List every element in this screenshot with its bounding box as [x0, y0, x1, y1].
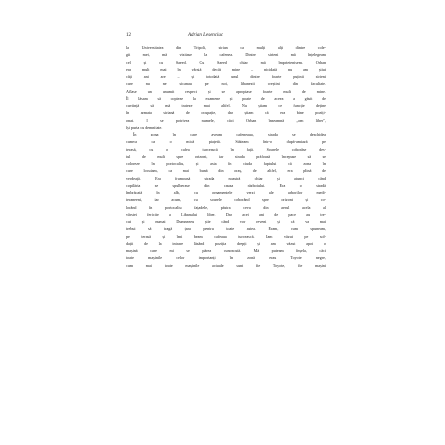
text-line: cumva ca o mică piațetă. Stăteam într-o după-amiază pe — [126, 139, 326, 145]
text-line: își purta cu demnitate. — [126, 124, 163, 130]
text-line: vârstei fericite a Libanului liber. Dar acei ani de pace au tre- — [126, 211, 326, 217]
text-line: cuviință să mă trateze mai altfel. Nu știam ce funcție deține — [126, 103, 326, 108]
page-number: 12 — [126, 33, 131, 38]
text-line: Aflase un anumit respect și se apropiase foarte mult de mine. — [126, 88, 326, 94]
text-line: onat. I se potrivea numele, căci Orhan înseamnă „om liber", — [126, 117, 326, 123]
text-line: dații de la intrare lăsând poziția drepți și am văzut apoi o — [126, 240, 326, 246]
text-line: la Universitatea din Tripoli, sirian ca mulți alți dintre cole- — [126, 45, 326, 50]
text-line: terasă, cu o cafea turcească în față. Soarele coborâse des- — [126, 146, 326, 152]
text-line: verdeață. Era frumoasă strada noastră chiar și atunci când — [126, 175, 326, 181]
text-line: teraneeni, iar acum, cu soarele coborând spre orizont și co- — [126, 197, 326, 203]
text-line: gii mei, mă vizitase la cafenea. Dintre sirieni mă înțelegeam — [126, 52, 326, 58]
page-header — [126, 31, 326, 41]
text-line: lorând în portocaliu fațadele, păstra ceva din aerul acela al — [126, 204, 326, 210]
text-line: care locuiam, ca mai bună din oraș, de altfel, era plină de — [126, 168, 326, 174]
text-line: toate mașinile celor importanți în zonă erau Toyote negre, — [126, 255, 326, 261]
text-line: trebui să tragă țara pentru toate astea. Eram, cum spuneam, — [126, 226, 326, 232]
text-line: În zona în care aveam cafeneaua, strada se deschidea — [133, 132, 326, 137]
text-line: coloreze în portocaliu, și asta în ciuda faptului că zona în — [126, 161, 326, 166]
text-line: tul de mult spre orizont, iar strada prăfoasă începuse să se — [126, 153, 326, 159]
text-line: cut și numai Dumnezeu știe când vor reveni și că va mai — [126, 219, 326, 224]
text-line: pe terasă și îmi beam cafeaua turcească. Iam văzut pe sol- — [126, 233, 326, 239]
text-line: cum mai toate mașinile actuale sunt fie Toyote, fie mașini — [126, 262, 326, 268]
text-line: mașină care mi se părea cunoscută. Mă puteam înșela, căci — [126, 248, 326, 253]
text-line: care nu ne sicanau pe noi, libanezii creștini din facultate. — [126, 81, 326, 87]
text-line: era mult mai în vârstă decât mine – nicidată nu am știut — [126, 66, 326, 72]
text-line: Îl lăsam să copieze la examene și poate de aceea a găsit de — [126, 95, 326, 101]
running-title: Adrian Lesenciuc — [188, 33, 224, 38]
text-line: câți ani are – și totodată unul dintre foarte puținii sirieni — [126, 74, 326, 79]
text-line: îmbrăcată în alb, cu ornamentele verzi ale arborilor medi- — [126, 190, 326, 195]
text-line: cel și cu Saeed. Cu Saeed chiar mă împrietenisem. Orhan — [126, 59, 326, 65]
body-text — [126, 44, 326, 442]
text-line: în armata siriană de ocupație, dar știam că era bine poziți- — [126, 110, 326, 116]
text-line: copilăria se spulberase din cauza războiului. Era o stradă — [126, 182, 326, 188]
